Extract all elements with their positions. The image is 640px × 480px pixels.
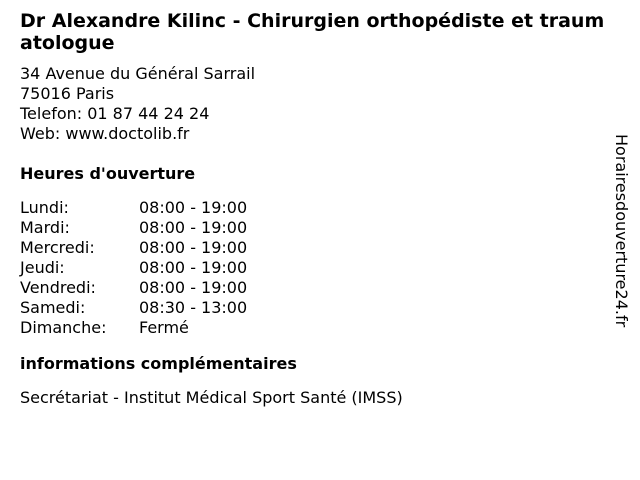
day-label: Lundi: [20,198,69,217]
hours-row-friday [20,278,610,298]
day-label: Jeudi: [20,258,65,277]
brand-watermark: Horairesdouverture24.fr [612,134,631,328]
day-label: Dimanche: [20,318,107,337]
phone-number: Telefon: 01 87 44 24 24 [20,104,210,123]
street-address: 34 Avenue du Général Sarrail [20,64,256,83]
day-hours: 08:30 - 13:00 [139,298,248,317]
info-text: Secrétariat - Institut Médical Sport Santé (IMSS) [20,388,403,407]
hours-row-sunday [20,318,610,338]
opening-hours-table [20,198,610,338]
hours-row-monday [20,198,610,218]
day-hours: Fermé [139,318,189,337]
day-hours: 08:00 - 19:00 [139,198,248,217]
city-postal: 75016 Paris [20,84,115,103]
day-label: Vendredi: [20,278,96,297]
day-label: Mardi: [20,218,70,237]
hours-row-wednesday [20,238,610,258]
hours-row-saturday [20,298,610,318]
business-card [20,10,610,408]
day-hours: 08:00 - 19:00 [139,238,248,257]
hours-heading: Heures d'ouverture [20,164,196,183]
hours-row-thursday [20,258,610,278]
hours-row-tuesday [20,218,610,238]
page-title: Dr Alexandre Kilinc - Chirurgien orthopédiste et traumatologue [20,10,605,54]
info-heading: informations complémentaires [20,354,297,373]
day-hours: 08:00 - 19:00 [139,278,248,297]
day-hours: 08:00 - 19:00 [139,258,248,277]
day-label: Mercredi: [20,238,95,257]
day-hours: 08:00 - 19:00 [139,218,248,237]
day-label: Samedi: [20,298,86,317]
address-block [20,64,610,144]
website: Web: www.doctolib.fr [20,124,190,143]
